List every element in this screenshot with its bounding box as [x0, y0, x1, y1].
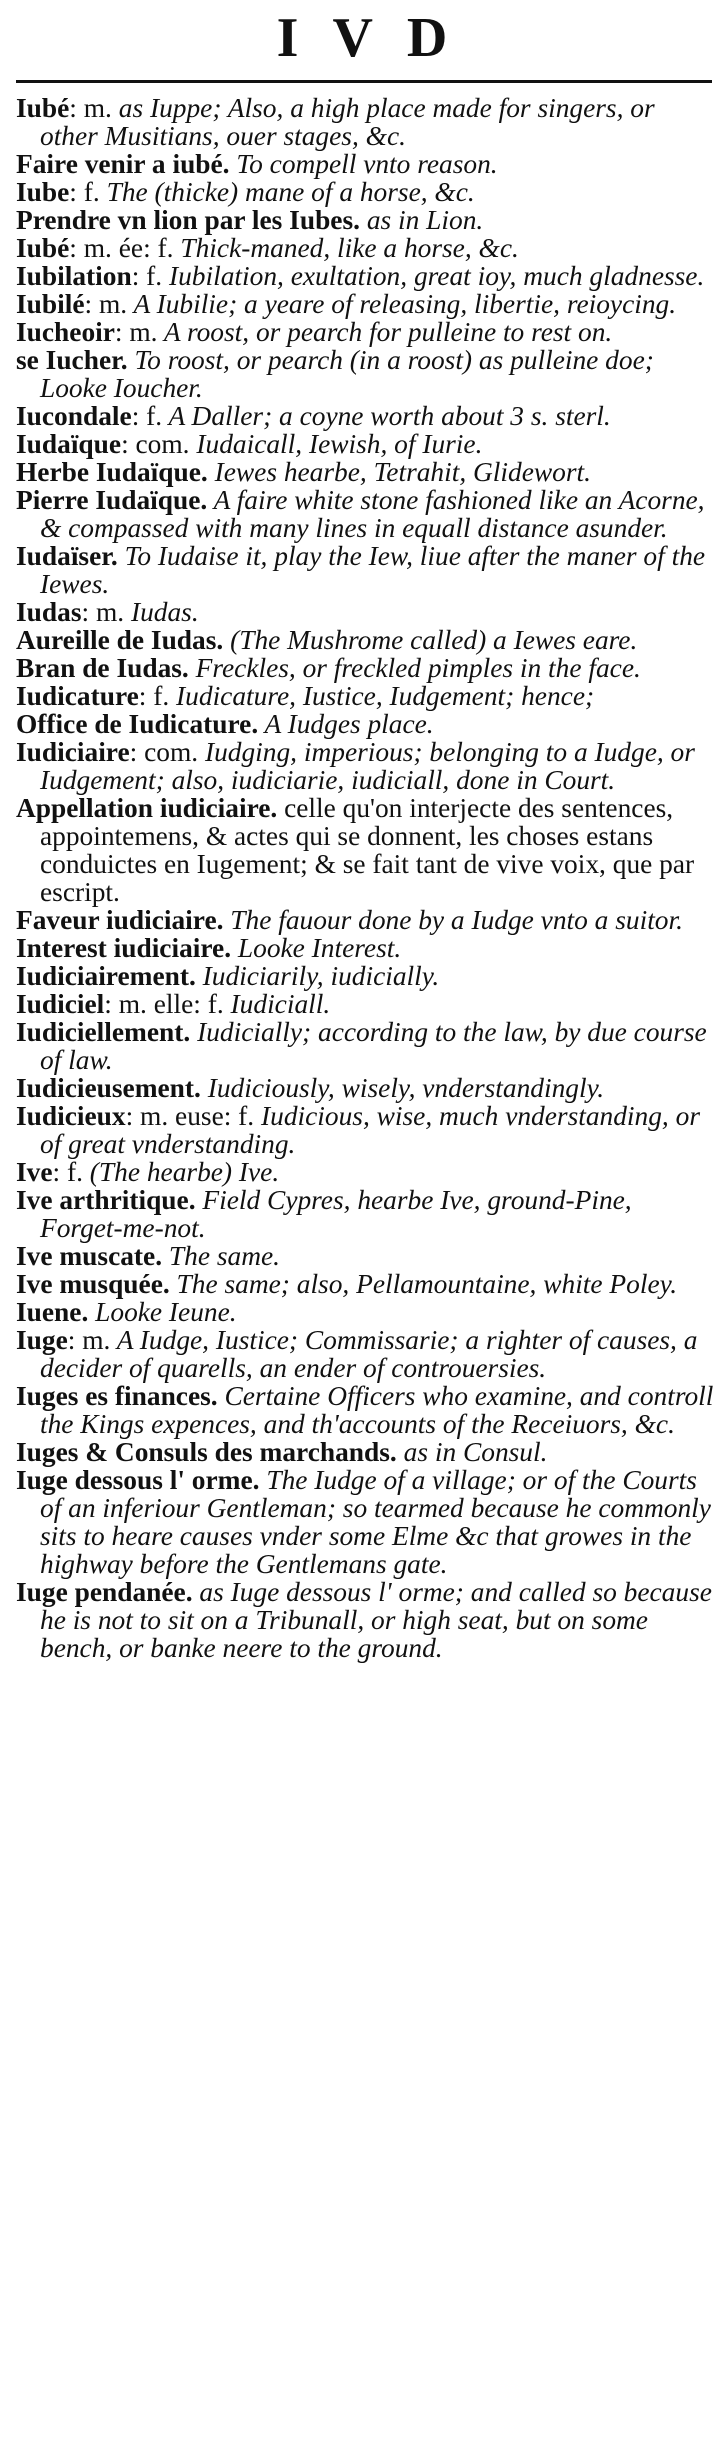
translation: Thick-maned, like a horse, &c. — [173, 233, 519, 263]
headword: Aureille de Iudas. — [16, 625, 224, 655]
headword: Iuges & Consuls des marchands. — [16, 1437, 397, 1467]
headword: Interest iudiciaire. — [16, 933, 232, 963]
headword: Iudiciellement. — [16, 1017, 191, 1047]
headword: Iube — [16, 177, 70, 207]
page-header-letters: IVD — [276, 7, 482, 69]
dictionary-entry — [16, 1074, 716, 1102]
headword: Iudaïque — [16, 429, 122, 459]
headword: Iudaïser. — [16, 541, 118, 571]
headword: Ive musquée. — [16, 1269, 170, 1299]
translation: Iudicially; according to the law, by due course of law. — [40, 1017, 707, 1075]
sub-entry — [16, 626, 716, 654]
headword: Faveur iudiciaire. — [16, 905, 224, 935]
sub-entry — [16, 794, 716, 906]
translation: Looke Ieune. — [88, 1297, 237, 1327]
headword: Office de Iudicature. — [16, 709, 259, 739]
translation: To Iudaise it, play the Iew, liue after the maner of the Iewes. — [40, 541, 706, 599]
dictionary-entry — [16, 598, 716, 626]
sub-entry — [16, 458, 716, 486]
translation: The same. — [162, 1241, 280, 1271]
headword: Ive muscate. — [16, 1241, 163, 1271]
headword: Iuge — [16, 1325, 68, 1355]
headword: Iucondale — [16, 401, 132, 431]
headword: Iuges es finances. — [16, 1381, 218, 1411]
translation: Iudiciously, wisely, vnderstandingly. — [200, 1073, 605, 1103]
headword: Iubé — [16, 93, 70, 123]
sub-entry — [16, 1466, 716, 1578]
headword: Herbe Iudaïque. — [16, 457, 208, 487]
dictionary-entry — [16, 1326, 716, 1382]
grammar-note: : m. — [69, 93, 112, 123]
translation: (The hearbe) Ive. — [82, 1157, 280, 1187]
translation: as Iuppe; Also, a high place made for singers, or other Musitians, ouer stages, &c. — [40, 93, 655, 151]
translation: The same; also, Pellamountaine, white Poley. — [169, 1269, 678, 1299]
translation: The (thicke) mane of a horse, &c. — [99, 177, 475, 207]
headword: Iuge dessous l' orme. — [16, 1465, 260, 1495]
translation: Iudiciall. — [223, 989, 331, 1019]
sub-entry — [16, 1242, 716, 1270]
sub-entry — [16, 206, 716, 234]
headword: Iuene. — [16, 1297, 89, 1327]
dictionary-entry — [16, 318, 716, 346]
sub-entry — [16, 654, 716, 682]
translation: To roost, or pearch (in a roost) as pulleine doe; Looke Ioucher. — [40, 345, 654, 403]
headword: Iudiciaire — [16, 737, 130, 767]
grammar-note: : m. ée: f. — [69, 233, 174, 263]
dictionary-entry — [16, 94, 716, 150]
headword: se Iucher. — [16, 345, 128, 375]
sub-entry — [16, 1186, 716, 1242]
sub-entry — [16, 710, 716, 738]
translation: Iudiciarily, iudicially. — [195, 961, 440, 991]
translation: as in Lion. — [359, 205, 484, 235]
grammar-note: : f. — [69, 177, 100, 207]
translation: Iubilation, exultation, great ioy, much gladnesse. — [162, 261, 705, 291]
sub-entry — [16, 1578, 716, 1662]
grammar-note: : m. — [84, 289, 128, 319]
sub-entry — [16, 906, 716, 934]
translation: (The Mushrome called) a Iewes eare. — [223, 625, 638, 655]
translation: as Iuge dessous l' orme; and called so because he is not to sit on a Tribunall, or high seat, but on some bench, or banke neere to the ground. — [40, 1577, 712, 1663]
dictionary-entry — [16, 738, 716, 794]
translation: A faire white stone fashioned like an Acorne, & compassed with many lines in equall distance asunder. — [40, 485, 705, 543]
sub-entry — [16, 1270, 716, 1298]
translation: Iudging, imperious; belonging to a Iudge, or Iudgement; also, iudiciarie, iudiciall, done in Court. — [40, 737, 695, 795]
dictionary-entry — [16, 430, 716, 458]
headword: Ive arthritique. — [16, 1185, 196, 1215]
dictionary-entry — [16, 962, 716, 990]
headword: Iubilé — [16, 289, 85, 319]
sub-entry — [16, 150, 716, 178]
dictionary-entry — [16, 1298, 716, 1326]
translation: A Iudges place. — [258, 709, 434, 739]
headword: Prendre vn lion par les Iubes. — [16, 205, 360, 235]
dictionary-entry — [16, 1018, 716, 1074]
grammar-note: : m. elle: f. — [104, 989, 224, 1019]
headword: Faire venir a iubé. — [16, 149, 230, 179]
grammar-note: : m. — [114, 317, 158, 347]
headword: Iucheoir — [16, 317, 115, 347]
headword: Bran de Iudas. — [16, 653, 189, 683]
translation: Iudas. — [124, 597, 199, 627]
headword: Ive — [16, 1157, 53, 1187]
translation: A Iubilie; a yeare of releasing, libertie, reioycing. — [127, 289, 677, 319]
translation: Iudicature, Iustice, Iudgement; hence; — [169, 681, 595, 711]
headword: Iuge pendanée. — [16, 1577, 193, 1607]
dictionary-entry — [16, 682, 716, 710]
dictionary-entry — [16, 402, 716, 430]
grammar-note: : m. euse: f. — [125, 1101, 255, 1131]
translation: as in Consul. — [396, 1437, 548, 1467]
dictionary-entry — [16, 990, 716, 1018]
grammar-note: celle qu'on interjecte des sentences, appointemens, & actes qui se donnent, les choses estans conduictes en Iugement; & se fait tant de vive voix, que par escript. — [40, 793, 695, 907]
headword: Iudiciel — [16, 989, 105, 1019]
grammar-note: : f. — [52, 1157, 83, 1187]
headword: Iubilation — [16, 261, 132, 291]
dictionary-entry — [16, 346, 716, 402]
translation: The fauour done by a Iudge vnto a suitor. — [223, 905, 683, 935]
grammar-note: : m. — [67, 1325, 111, 1355]
dictionary-entry — [16, 234, 716, 262]
translation: To compell vnto reason. — [229, 149, 498, 179]
headword: Iudicieux — [16, 1101, 126, 1131]
running-head — [0, 0, 724, 80]
dictionary-entry — [16, 178, 716, 206]
sub-entry — [16, 1382, 716, 1438]
grammar-note: : f. — [138, 681, 170, 711]
dictionary-entry — [16, 1102, 716, 1158]
translation: Freckles, or freckled pimples in the face. — [188, 653, 641, 683]
headword: Iubé — [16, 233, 70, 263]
grammar-note: : m. — [81, 597, 125, 627]
translation: A roost, or pearch for pulleine to rest on. — [157, 317, 613, 347]
dictionary-entry — [16, 1158, 716, 1186]
translation: Looke Interest. — [231, 933, 402, 963]
sub-entry — [16, 486, 716, 542]
dictionary-entry — [16, 262, 716, 290]
sub-entry — [16, 1438, 716, 1466]
header-rule — [16, 80, 712, 83]
headword: Iudas — [16, 597, 82, 627]
headword: Iudiciairement. — [16, 961, 196, 991]
translation: The Iudge of a village; or of the Courts of an inferiour Gentleman; so tearmed because he commonly sits to heare causes vnder some Elme &c that growes in the highway before the Gentlemans gate. — [40, 1465, 711, 1579]
dictionary-entry — [16, 290, 716, 318]
translation: Iudaicall, Iewish, of Iurie. — [189, 429, 483, 459]
translation: Iewes hearbe, Tetrahit, Glidewort. — [207, 457, 591, 487]
sub-entry — [16, 934, 716, 962]
grammar-note: : com. — [129, 737, 199, 767]
dictionary-column — [16, 94, 716, 1662]
translation: Iudicious, wise, much vnderstanding, or of great vnderstanding. — [40, 1101, 700, 1159]
headword: Iudicature — [16, 681, 139, 711]
grammar-note: : f. — [131, 401, 163, 431]
headword: Appellation iudiciaire. — [16, 793, 278, 823]
grammar-note: : com. — [121, 429, 190, 459]
translation: Certaine Officers who examine, and controll the Kings expences, and th'accounts of the Receiuors, &c. — [40, 1381, 714, 1439]
grammar-note: : f. — [131, 261, 163, 291]
translation: Field Cypres, hearbe Ive, ground-Pine, Forget-me-not. — [40, 1185, 632, 1243]
headword: Pierre Iudaïque. — [16, 485, 208, 515]
translation: A Iudge, Iustice; Commissarie; a righter of causes, a decider of quarells, an ender of controuersies. — [40, 1325, 698, 1383]
dictionary-entry — [16, 542, 716, 598]
translation: A Daller; a coyne worth about 3 s. sterl. — [162, 401, 611, 431]
headword: Iudicieusement. — [16, 1073, 201, 1103]
